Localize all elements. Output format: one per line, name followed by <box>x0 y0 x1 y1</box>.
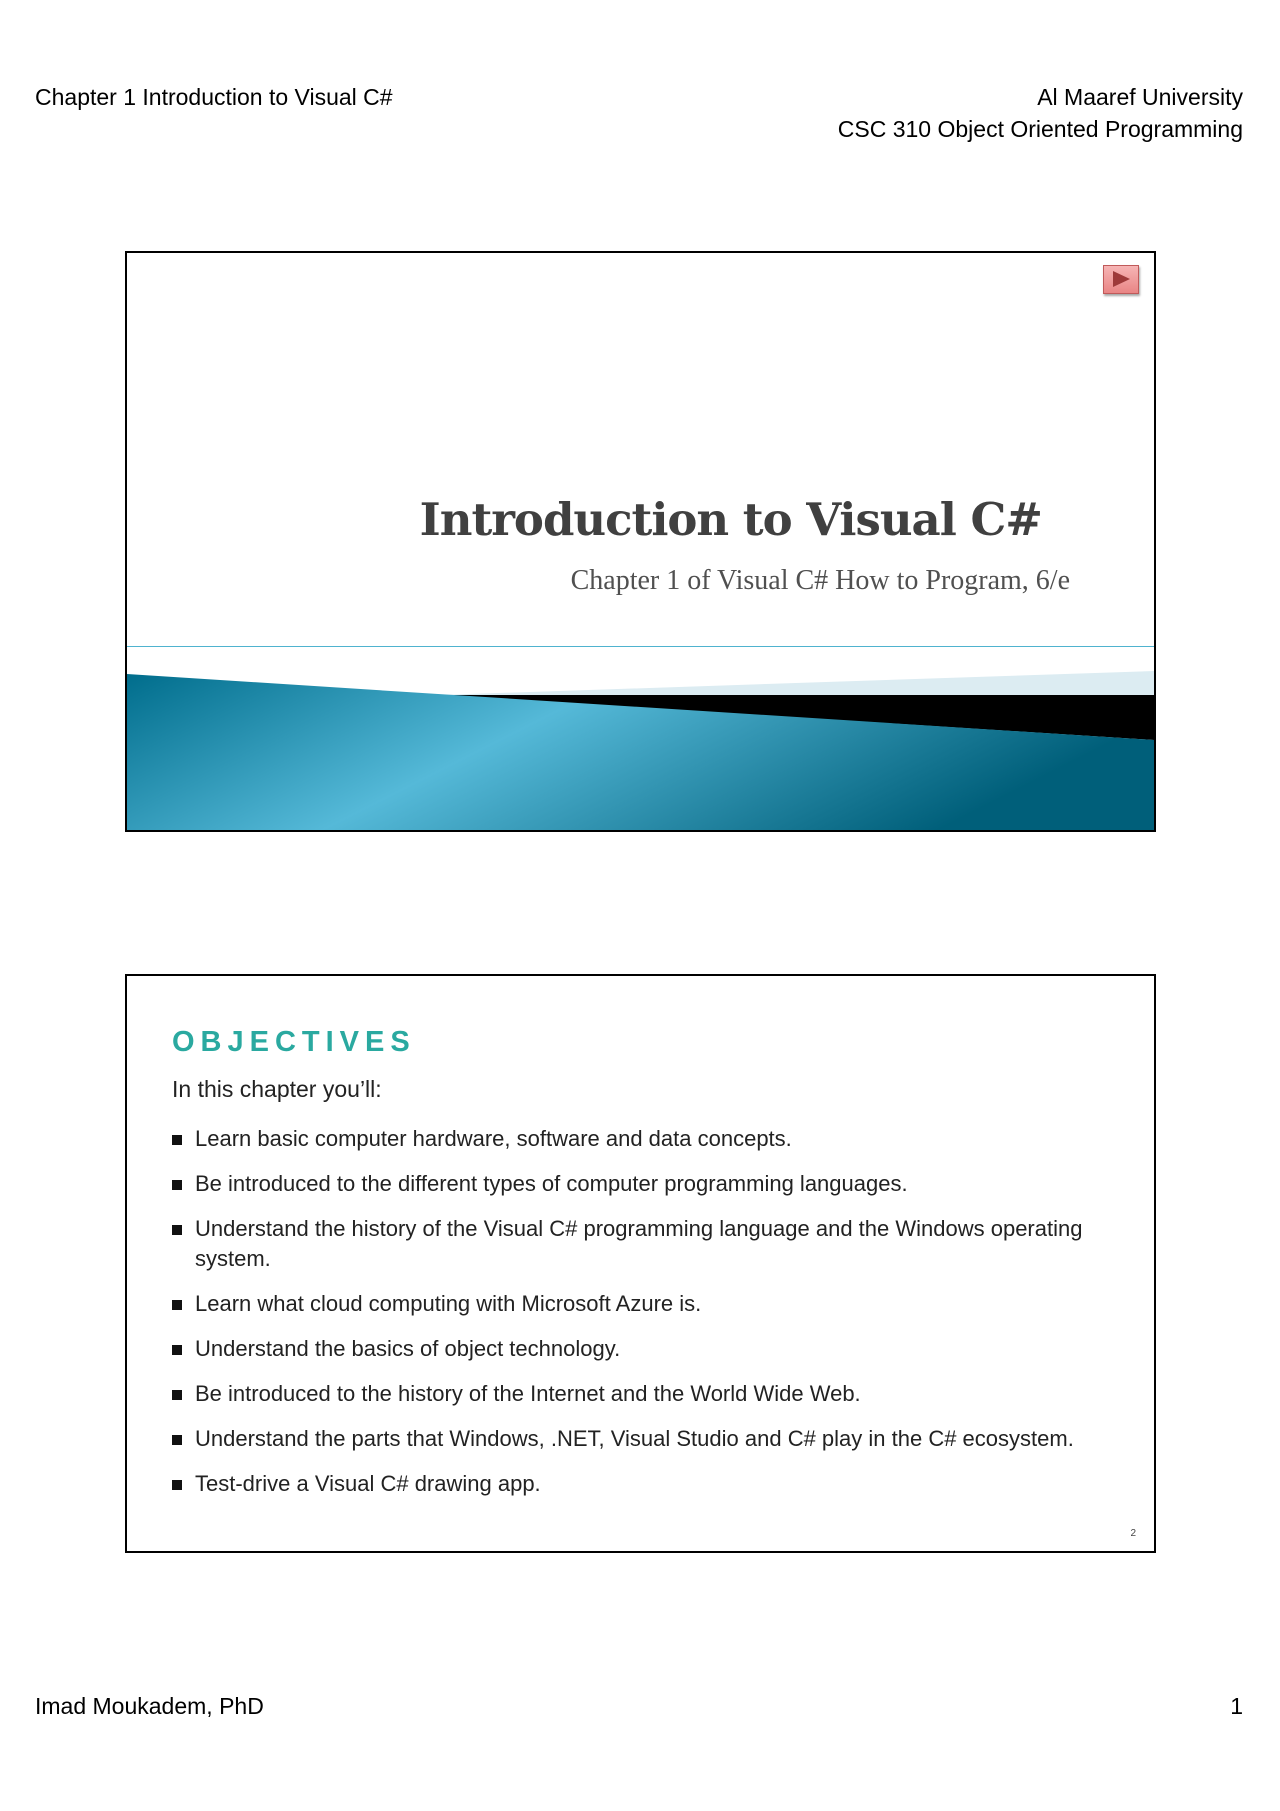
divider-line <box>127 646 1154 647</box>
list-item <box>172 1124 1112 1154</box>
bullet-text: Be introduced to the different types of computer programming languages. <box>195 1171 908 1196</box>
objectives-heading: OBJECTIVES <box>172 1026 416 1058</box>
list-item <box>172 1169 1112 1199</box>
bullet-text: Understand the parts that Windows, .NET, Visual Studio and C# play in the C# ecosystem. <box>195 1426 1074 1451</box>
list-item <box>172 1469 1112 1499</box>
bullet-icon <box>172 1435 182 1445</box>
title-slide <box>125 251 1156 832</box>
bullet-icon <box>172 1300 182 1310</box>
slide-subtitle: Chapter 1 of Visual C# How to Program, 6/e <box>570 565 1070 596</box>
light-band <box>440 671 1154 695</box>
play-button[interactable] <box>1103 265 1139 294</box>
bullet-text: Test-drive a Visual C# drawing app. <box>195 1471 541 1496</box>
objectives-intro: In this chapter you’ll: <box>172 1076 382 1102</box>
bullet-icon <box>172 1390 182 1400</box>
bullet-text: Understand the basics of object technology. <box>195 1336 621 1361</box>
objectives-list <box>172 1124 1112 1514</box>
header-course: CSC 310 Object Oriented Programming <box>837 116 1243 142</box>
header-chapter-title: Chapter 1 Introduction to Visual C# <box>35 84 393 110</box>
footer-author: Imad Moukadem, PhD <box>35 1693 264 1719</box>
bullet-text: Learn what cloud computing with Microsoft Azure is. <box>195 1291 702 1316</box>
list-item <box>172 1334 1112 1364</box>
bullet-icon <box>172 1345 182 1355</box>
slide-title: Introduction to Visual C# <box>419 493 1042 546</box>
slide-number: 2 <box>1130 1528 1136 1539</box>
page-number: 1 <box>1230 1693 1243 1719</box>
play-icon <box>1111 270 1131 288</box>
bullet-text: Understand the history of the Visual C# programming language and the Windows operating system. <box>195 1216 1083 1271</box>
bullet-text: Be introduced to the history of the Internet and the World Wide Web. <box>195 1381 861 1406</box>
list-item <box>172 1289 1112 1319</box>
list-item <box>172 1379 1112 1409</box>
bullet-icon <box>172 1180 182 1190</box>
objectives-slide <box>125 974 1156 1553</box>
header-university: Al Maaref University <box>1037 84 1243 110</box>
header-institution <box>838 86 1243 150</box>
bullet-text: Learn basic computer hardware, software and data concepts. <box>195 1126 792 1151</box>
list-item <box>172 1424 1112 1454</box>
bullet-icon <box>172 1225 182 1235</box>
bullet-icon <box>172 1135 182 1145</box>
bullet-icon <box>172 1480 182 1490</box>
list-item <box>172 1214 1112 1274</box>
